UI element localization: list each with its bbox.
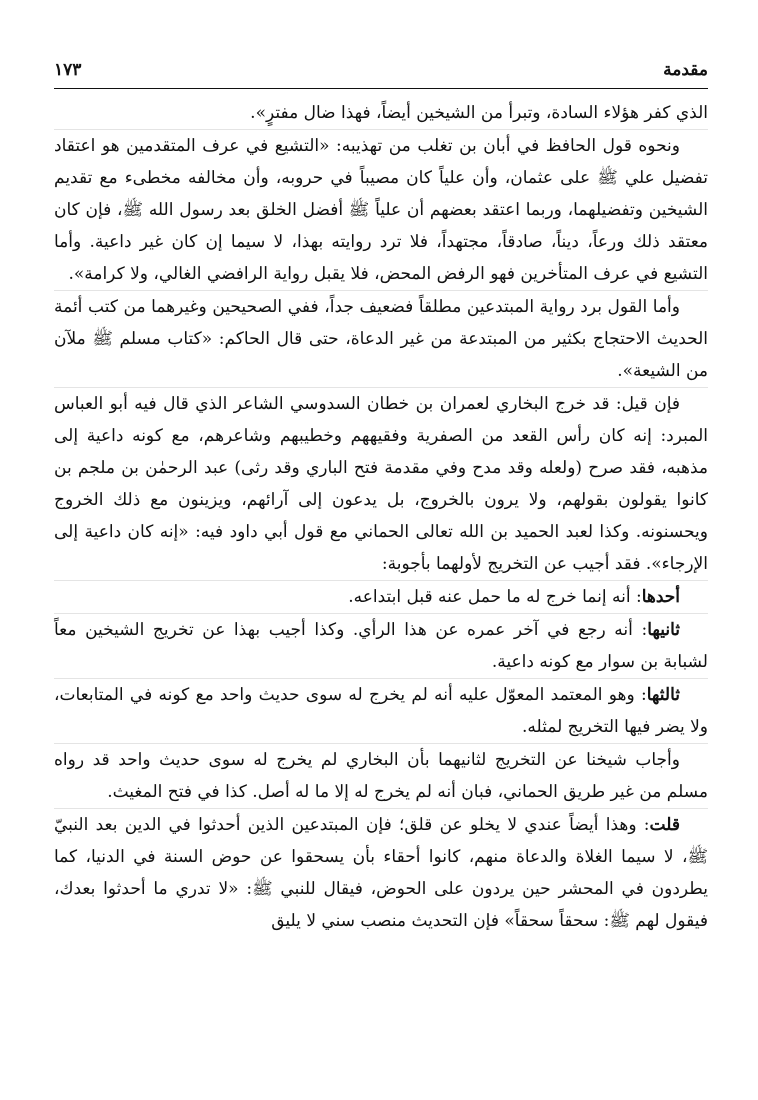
page-number: ١٧٣ (54, 60, 82, 80)
paragraph-text: : وهذا أيضاً عندي لا يخلو عن قلق؛ فإن المبتدعين الذين أحدثوا في الدين بعد النبيّ ﷺ، لا سيما الغلاة والدعاة منهم، كانوا أحقاء بأن يسحقوا عن حوض السنة في الدنيا، كما يطردون في المحشر حين يردون على الحوض، فيقال للنبي ﷺ: «لا تدري ما أحدثوا بعدك، فيقول لهم ﷺ: سحقاً سحقاً» فإن التحديث منصب سني لا يليق (54, 815, 708, 931)
paragraph-text: : أنه رجع في آخر عمره عن هذا الرأي. وكذا أجيب بهذا عن تخريج الشيخين معاً لشبابة بن سوار مع كونه داعية. (54, 620, 708, 672)
paragraph-lead: قلت (649, 815, 680, 835)
paragraph (54, 129, 708, 290)
paragraph-lead: أحدها (641, 587, 680, 607)
paragraph (54, 580, 708, 613)
running-title: مقدمة (663, 60, 708, 80)
paragraph (54, 678, 708, 743)
paragraph-text: : أنه إنما خرج له ما حمل عنه قبل ابتداعه. (348, 587, 642, 607)
paragraph (54, 808, 708, 937)
page-body (54, 89, 708, 937)
paragraph-text: وأما القول برد رواية المبتدعين مطلقاً فضعيف جداً، ففي الصحيحين وغيرهما من كتب أئمة الحديث الاحتجاج بكثير من المبتدعة من غير الدعاة، حتى قال الحاكم: «كتاب مسلم ﷺ ملآن من الشيعة». (54, 297, 708, 381)
page-header (54, 0, 708, 80)
paragraph (54, 97, 708, 129)
paragraph (54, 613, 708, 678)
paragraph (54, 290, 708, 387)
paragraph-lead: ثانيها (647, 620, 680, 640)
paragraph-text: ونحوه قول الحافظ في أبان بن تغلب من تهذيبه: «التشيع في عرف المتقدمين هو اعتقاد تفضيل علي ﷺ على عثمان، وأن علياً كان مصيباً في حروبه، وأن مخالفه مخطىء مع تقديم الشيخين وتفضيلهما، وربما اعتقد بعضهم أن علياً ﷺ أفضل الخلق بعد رسول الله ﷺ، فإن كان معتقد ذلك ورعاً، ديناً، صادقاً، مجتهداً، فلا ترد روايته بهذا، لا سيما إن كان غير داعية. وأما التشيع في عرف المتأخرين فهو الرفض المحض، فلا يقبل رواية الرافضي الغالي، ولا كرامة». (54, 136, 708, 284)
paragraph-text: : وهو المعتمد المعوّل عليه أنه لم يخرج له سوى حديث واحد مع كونه في المتابعات، ولا يضر فيها التخريج لمثله. (54, 685, 708, 737)
paragraph-lead: ثالثها (646, 685, 680, 705)
paragraph (54, 743, 708, 808)
paragraph-text: وأجاب شيخنا عن التخريج لثانيهما بأن البخاري لم يخرج له سوى حديث واحد قد رواه مسلم من غير طريق الحماني، فبان أنه لم يخرج له إلا ما له أصل. كذا في فتح المغيث. (54, 750, 708, 802)
paragraph-text: فإن قيل: قد خرج البخاري لعمران بن خطان السدوسي الشاعر الذي قال فيه أبو العباس المبرد: إنه كان رأس القعد من الصفرية وفقيههم وخطيبهم وشاعرهم، مع كونه داعية إلى مذهبه، فقد صرح (ولعله وقد مدح وفي مقدمة فتح الباري وقد رثى) عبد الرحمٰن بن ملجم بن كانوا يقولون بقولهم، ولا يرون بالخروج، بل يدعون إلى آرائهم، ويزينون مع ذلك الخروج ويحسنونه. وكذا لعبد الحميد بن الله تعالى الحماني مع قول أبي داود فيه: «إنه كان داعية إلى الإرجاء». فقد أجيب عن التخريج لأولهما بأجوبة: (54, 394, 708, 574)
paragraph (54, 387, 708, 580)
paragraph-text: الذي كفر هؤلاء السادة، وتبرأ من الشيخين أيضاً، فهذا ضال مفترٍ». (250, 103, 708, 123)
